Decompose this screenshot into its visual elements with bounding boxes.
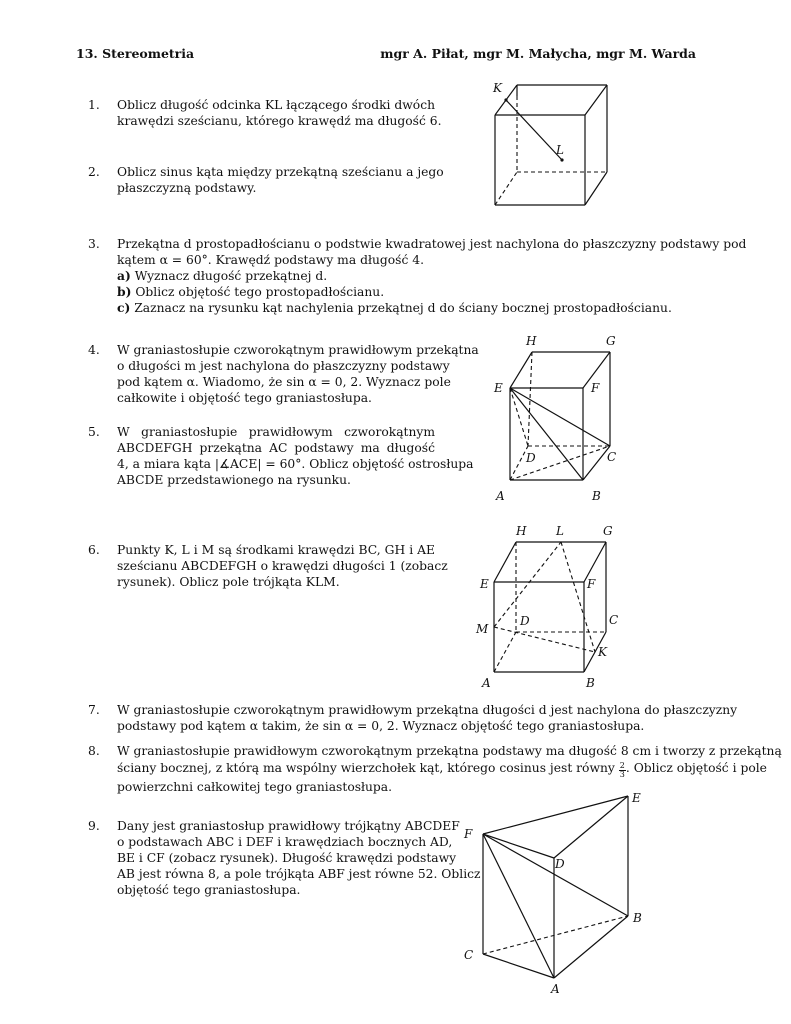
problem-part-c: c) Zaznacz na rysunku kąt nachylenia przekątnej d do ściany bocznej prostopadłościanu. (117, 300, 672, 315)
problem-number: 1. (88, 98, 100, 112)
problem-text-line: rysunek). Oblicz pole trójkąta KLM. (117, 575, 340, 589)
label-a: A (482, 676, 491, 690)
problem-text-line: krawędzi sześcianu, którego krawędź ma długość 6. (117, 114, 442, 128)
problem-number: 4. (88, 343, 100, 357)
problem-3 (88, 236, 747, 320)
problem-number: 2. (88, 165, 100, 179)
label-a: A (496, 489, 505, 503)
label-d: D (555, 857, 565, 871)
problem-text-line: sześcianu ABCDEFGH o krawędzi długości 1 (zobacz (117, 559, 448, 573)
label-g: G (603, 524, 613, 538)
problem-number: 6. (88, 543, 100, 557)
problem-text-line: W graniastosłupie prawidłowym czworokątnym przekątna podstawy ma długość 8 cm i tworzy z przekątną (117, 744, 782, 758)
problem-text-line-with-fraction: ściany bocznej, z którą ma wspólny wierzchołek kąt, którego cosinus jest równy $\frac{2}{3}$ . Oblicz objętość i pole (117, 761, 767, 779)
label-b: B (586, 676, 595, 690)
problem-number: 8. (88, 744, 100, 758)
problem-text-line: objętość tego graniastosłupa. (117, 883, 301, 897)
label-l: L (556, 524, 564, 538)
label-f: F (464, 827, 473, 841)
problem-text-line: Oblicz długość odcinka KL łączącego środki dwóch (117, 98, 435, 112)
label-c: C (607, 450, 617, 464)
label-m: M (476, 622, 489, 636)
problem-text-line: kątem α = 60°. Krawędź podstawy ma długość 4. (117, 253, 424, 267)
problem-number: 3. (88, 237, 100, 251)
problem-text-line: ABCDE przedstawionego na rysunku. (117, 473, 351, 487)
figure-prism-pyramid (480, 330, 640, 510)
label-d: D (520, 614, 530, 628)
label-b: B (633, 911, 642, 925)
label-e: E (480, 577, 489, 591)
problem-text-line: podstawy pod kątem α takim, że sin α = 0, 2. Wyznacz objętość tego graniastosłupa. (117, 719, 645, 733)
problem-text-line: W graniastosłupie czworokątnym prawidłowym przekątna (117, 343, 479, 357)
problem-part-b: b) Oblicz objętość tego prostopadłościanu. (117, 284, 385, 299)
label-e: E (632, 791, 641, 805)
authors: mgr A. Piłat, mgr M. Małycha, mgr M. Warda (380, 46, 696, 61)
label-a: A (551, 982, 560, 996)
section-title: 13. Stereometria (76, 46, 195, 61)
problem-text-line: pod kątem α. Wiadomo, że sin α = 0, 2. Wyznacz pole (117, 375, 451, 389)
label-l: L (556, 143, 564, 157)
label-k: K (598, 645, 607, 659)
problem-text-line: płaszczyzną podstawy. (117, 181, 257, 195)
fraction: $\frac{2}{3}$ (619, 761, 625, 779)
label-h: H (526, 334, 537, 348)
problem-text-line: całkowite i objętość tego graniastosłupa. (117, 391, 372, 405)
problem-text-line: powierzchni całkowitej tego graniastosłupa. (117, 780, 393, 794)
problem-text-line: BE i CF (zobacz rysunek). Długość krawędzi podstawy (117, 851, 457, 865)
problem-part-a: a) Wyznacz długość przekątnej d. (117, 268, 328, 283)
figure-cube-kl (480, 76, 620, 216)
label-b: B (592, 489, 601, 503)
problem-text-line: Punkty K, L i M są środkami krawędzi BC, GH i AE (117, 543, 435, 557)
label-c: C (464, 948, 474, 962)
problem-text-line: W graniastosłupie prawidłowym czworokątnym (117, 425, 435, 439)
label-c: C (609, 613, 619, 627)
problem-number: 5. (88, 425, 100, 439)
label-k: K (493, 81, 502, 95)
problem-number: 7. (88, 703, 100, 717)
problem-text-line: W graniastosłupie czworokątnym prawidłowym przekątna długości d jest nachylona do płaszczyzny (117, 703, 738, 717)
label-f: F (587, 577, 596, 591)
page-header (76, 46, 696, 64)
problem-text-line: o podstawach ABC i DEF i krawędziach bocznych AD, (117, 835, 453, 849)
problem-text-line: Dany jest graniastosłup prawidłowy trójkątny ABCDEF (117, 819, 460, 833)
label-f: F (591, 381, 600, 395)
label-g: G (606, 334, 616, 348)
problem-text-line: o długości m jest nachylona do płaszczyzny podstawy (117, 359, 450, 373)
problem-text-line: 4, a miara kąta |∡ACE| = 60°. Oblicz objętość ostrosłupa (117, 457, 474, 471)
figure-cube-klm (470, 520, 630, 700)
problem-text-line: ABCDEFGH przekątna AC podstawy ma długość (117, 441, 435, 455)
label-d: D (526, 451, 536, 465)
label-h: H (516, 524, 527, 538)
problem-text-line: AB jest równa 8, a pole trójkąta ABF jest równe 52. Oblicz (117, 867, 481, 881)
problem-text-line: Przekątna d prostopadłościanu o podstwie kwadratowej jest nachylona do płaszczyzny podstawy pod (117, 237, 747, 251)
label-e: E (494, 381, 503, 395)
figure-triangular-prism (455, 786, 655, 996)
problem-text-line: Oblicz sinus kąta między przekątną sześcianu a jego (117, 165, 444, 179)
problem-number: 9. (88, 819, 100, 833)
